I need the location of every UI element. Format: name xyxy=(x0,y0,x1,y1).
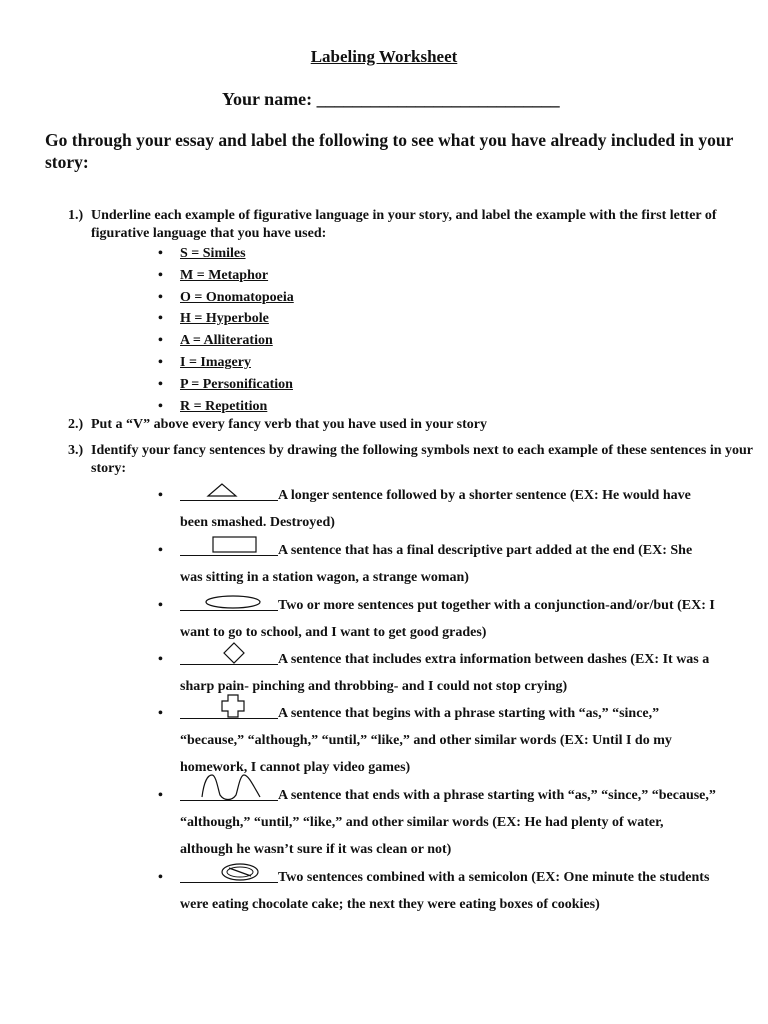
item-number: 2.) xyxy=(68,417,84,432)
instruction-item-1 xyxy=(68,207,758,243)
hatched-oval-icon xyxy=(202,863,262,881)
item-number: 1.) xyxy=(68,208,84,223)
symbol-description: A sentence that has a final descriptive part added at the end (EX: She was sitting in a station wagon, a strange woman) xyxy=(180,543,693,585)
symbol-description: A sentence that ends with a phrase starting with “as,” “since,” “because,” “although,” “until,” “like,” and other similar words (EX: He had plenty of water, although he wasn’t sure if it was clean or not) xyxy=(180,788,716,857)
list-item: • A sentence that ends with a phrase starting with “as,” “since,” “because,” “although,” “until,” “like,” and other similar words (EX: He had plenty of water, although he wasn’t sure if it was clean or not) xyxy=(158,782,718,863)
rectangle-icon xyxy=(202,536,256,554)
item-text: Put a “V” above every fancy verb that you have used in your story xyxy=(91,417,488,432)
cross-icon xyxy=(202,695,262,717)
list-item: • S = Similes xyxy=(158,246,246,261)
instruction-item-2 xyxy=(68,416,758,434)
name-field: Your name: ___________________________ xyxy=(222,89,560,109)
list-item: • Two sentences combined with a semicolon (EX: One minute the students were eating chocolate cake; the next they were eating boxes of cookies) xyxy=(158,864,718,918)
item-text: Identify your fancy sentences by drawing the following symbols next to each example of these sentences in your story: xyxy=(91,443,753,476)
blank-line xyxy=(180,483,278,499)
symbol-description: A sentence that includes extra information between dashes (EX: It was a sharp pain- pinching and throbbing- and I could not stop crying) xyxy=(180,652,710,694)
symbol-description: Two sentences combined with a semicolon (EX: One minute the students were eating chocolate cake; the next they were eating boxes of cookies) xyxy=(180,870,710,912)
wave-icon xyxy=(202,775,266,799)
page-title: Labeling Worksheet xyxy=(310,47,458,66)
figurative-language-list xyxy=(158,243,294,417)
triangle-icon xyxy=(202,483,256,499)
list-item: • I = Imagery xyxy=(158,354,251,370)
list-item: • R = Repetition xyxy=(158,398,268,414)
list-item: • A = Alliteration xyxy=(158,333,273,349)
item-number: 3.) xyxy=(68,443,84,458)
list-item: • A sentence that has a final descriptive part added at the end (EX: She was sitting in a station wagon, a strange woman) xyxy=(158,537,718,591)
list-item: • A sentence that includes extra information between dashes (EX: It was a sharp pain- pinching and throbbing- and I could not stop crying) xyxy=(158,646,718,700)
list-item: • O = Onomatopoeia xyxy=(158,289,294,305)
list-item: • M = Metaphor xyxy=(158,267,269,283)
item-text: Underline each example of figurative language in your story, and label the example with the first letter of figurative language that you have used: xyxy=(91,208,717,241)
blank-line xyxy=(180,865,278,881)
list-item: • H = Hyperbole xyxy=(158,311,269,327)
blank-line xyxy=(180,538,278,554)
list-item: • P = Personification xyxy=(158,376,293,392)
instruction-item-3 xyxy=(68,442,758,478)
list-item: • A sentence that begins with a phrase starting with “as,” “since,” “because,” “although,” “until,” “like,” and other similar words (EX: Until I do my homework, I cannot play video games) xyxy=(158,700,718,781)
symbol-description: A sentence that begins with a phrase starting with “as,” “since,” “because,” “although,” “until,” “like,” and other similar words (EX: Until I do my homework, I cannot play video games) xyxy=(180,706,672,775)
blank-line xyxy=(180,647,278,663)
oval-icon xyxy=(202,595,262,609)
blank-line xyxy=(180,783,278,799)
symbol-description: A longer sentence followed by a shorter sentence (EX: He would have been smashed. Destroyed) xyxy=(180,488,691,530)
blank-line xyxy=(180,593,278,609)
diamond-icon xyxy=(202,643,262,663)
list-item: • Two or more sentences put together with a conjunction-and/or/but (EX: I want to go to school, and I want to get good grades) xyxy=(158,592,718,646)
list-item: • A longer sentence followed by a shorter sentence (EX: He would have been smashed. Destroyed) xyxy=(158,482,718,536)
symbol-description: Two or more sentences put together with a conjunction-and/or/but (EX: I want to go to school, and I want to get good grades) xyxy=(180,598,715,640)
blank-line xyxy=(180,701,278,717)
instructions: Go through your essay and label the following to see what you have already included in your story: xyxy=(45,130,734,172)
